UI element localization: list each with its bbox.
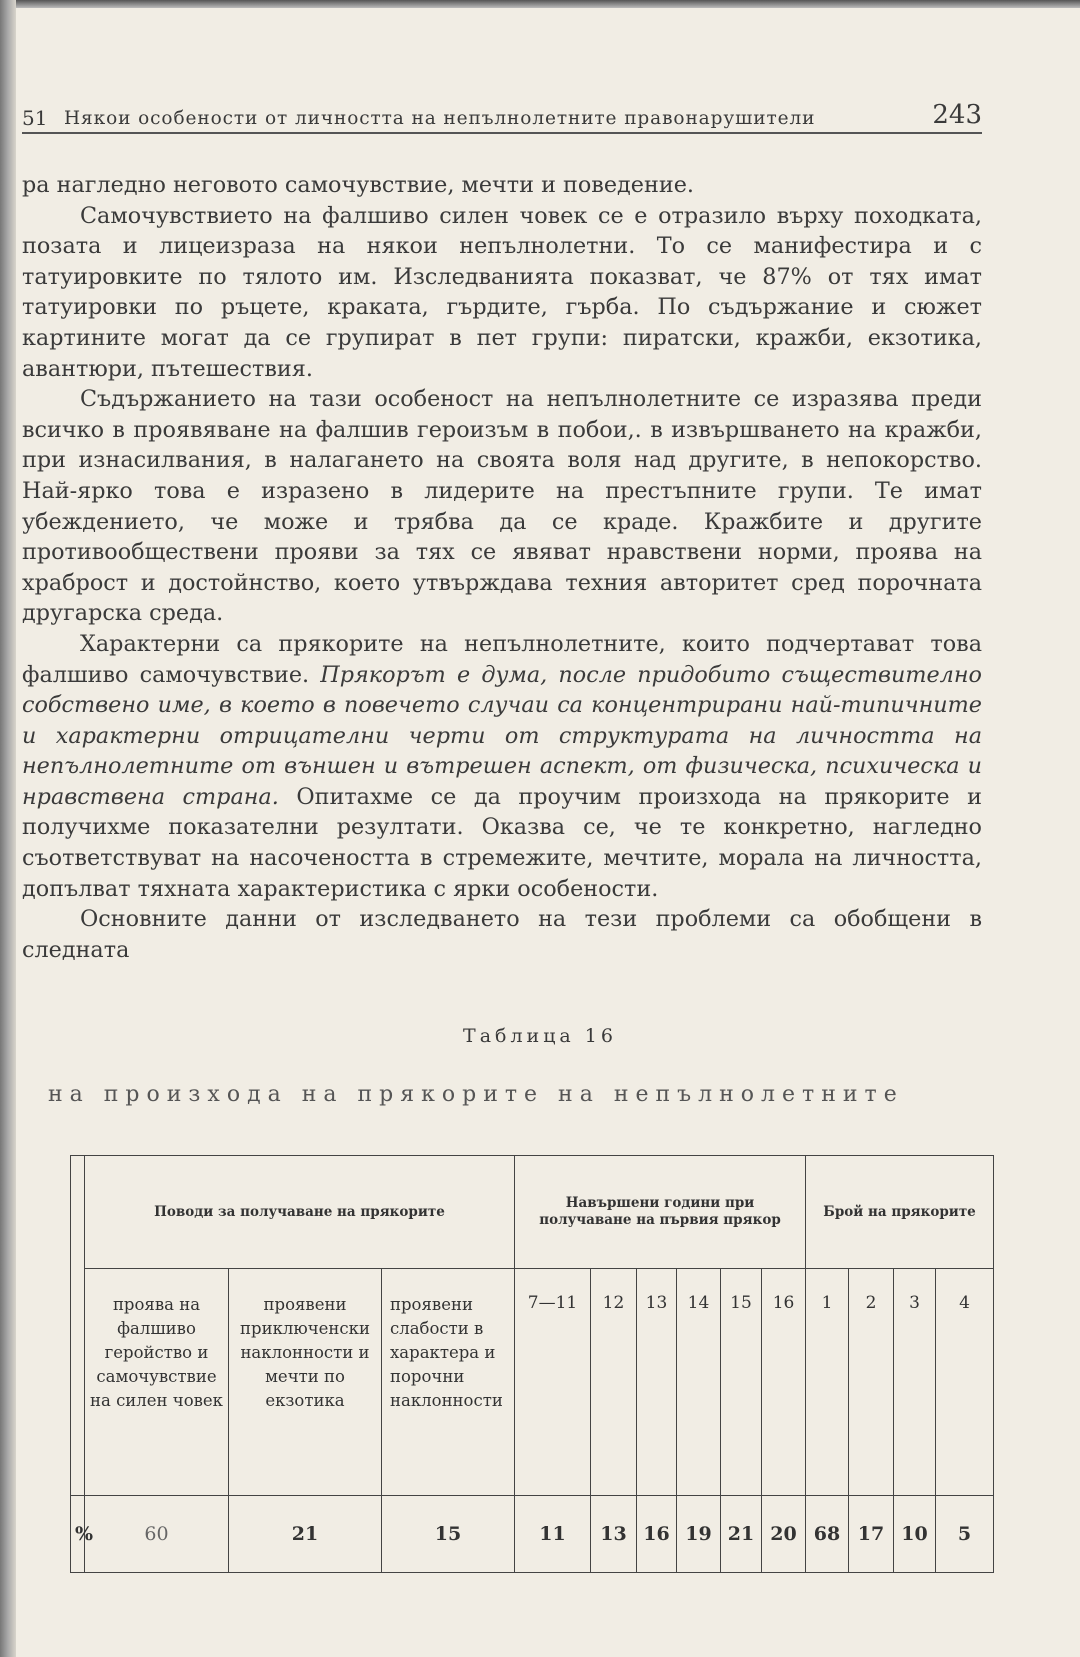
cell-age-value: 16 [637,1496,677,1573]
cell-reason-value: 21 [229,1496,382,1573]
header-reasons: Поводи за получаване на прякорите [85,1156,515,1269]
cell-age-value: 13 [591,1496,637,1573]
paragraph-last: Основните данни от изследването на тези проблеми са обобщени в следната [22,906,982,963]
running-header [22,98,982,134]
col-count: 1 [806,1269,849,1496]
cell-age-value: 19 [677,1496,721,1573]
data-table [70,1155,994,1573]
nicknames-rest: Опитахме се да проучим произхода на прякорите и получихме показателни резултати. Оказва се, че те конкретно, нагледно съответствуват на насочеността в стремежите, мечтите, морала на личността, допълват тяхната характеристика с ярки особености. [22,783,982,902]
table-caption: Таблица 16 [463,1025,617,1047]
col-reason-adventure: проявени приключенски наклонности и мечти по екзотика [229,1269,382,1496]
col-age: 16 [762,1269,806,1496]
col-age: 14 [677,1269,721,1496]
paragraph-2: Самочувствието на фалшиво силен човек се е отразило върху походката, позата и лицеизраза на някои непълнолетни. То се манифестира и с татуировките по тялото им. Изследванията показват, че 87% от тях имат татуировки по ръцете, краката, гърдите, гърба. По съдържание и сюжет картините могат да се групират в пет групи: пиратски, кражби, екзотика, авантюри, пътешествия. [22,202,982,382]
paragraph-3: Съдържанието на тази особеност на непълнолетните се изразява преди всичко в проявяване на фалшив героизъм в побои,. в извършването на кражби, при изнасилвания, в налагането на своята воля над другите, в непокорство. Най-ярко това е изразено в лидерите на престъпните групи. Те имат убеждението, че може и трябва да се краде. Кражбите и другите противообществени прояви за тях се явяват нравствени норми, проява на храброст и достойнство, което утвърждава техния авторитет сред порочната другарска среда. [22,386,982,627]
running-title: Някои особености от личността на непълнолетните правонарушители [64,108,816,129]
cell-count-value: 5 [936,1496,994,1573]
scan-binding-edge [0,0,16,1657]
row-label-percent: % [71,1496,85,1573]
paragraph-1: ра нагледно неговото самочувствие, мечти и поведение. [22,172,694,198]
origin-table [70,1155,993,1551]
col-age: 13 [637,1269,677,1496]
col-count: 4 [936,1269,994,1496]
cell-reason-value: 15 [382,1496,515,1573]
table-title: на произхода на прякорите на непълнолетните [48,1082,904,1107]
paragraph-nicknames [22,629,982,904]
header-count: Брой на прякорите [806,1156,994,1269]
cell-count-value: 17 [849,1496,894,1573]
cell-count-value: 68 [806,1496,849,1573]
header-age: Навършени години при получаване на първия прякор [515,1156,806,1269]
col-reason-weakness: проявени слабости в характера и порочни наклонности [382,1269,515,1496]
row-label-header [71,1156,85,1496]
section-number: 51 [22,106,48,130]
col-age: 7—11 [515,1269,591,1496]
cell-age-value: 20 [762,1496,806,1573]
cell-age-value: 11 [515,1496,591,1573]
cell-count-value: 10 [894,1496,936,1573]
col-count: 3 [894,1269,936,1496]
nickname-definition: Прякорът е дума, после придобито съществително собствено име, в което в повечето случаи са концентрирани най-типичните и характерни отрицателни черти от структурата на личността на непълнолетните от външен и вътрешен аспект, от физическа, психическа и нравствена страна. [22,661,982,810]
page-number: 243 [932,100,982,130]
col-age: 12 [591,1269,637,1496]
col-count: 2 [849,1269,894,1496]
body-text [22,170,982,965]
cell-age-value: 21 [721,1496,762,1573]
col-reason-heroism: проява на фалшиво геройство и самочувствие на силен човек [85,1269,229,1496]
cell-reason-value: 60 [85,1496,229,1573]
scan-top-shadow [0,0,1080,8]
col-age: 15 [721,1269,762,1496]
nicknames-intro: Характерни са прякорите на непълнолетните, които подчертават това фалшиво самочувствие. [22,630,982,688]
